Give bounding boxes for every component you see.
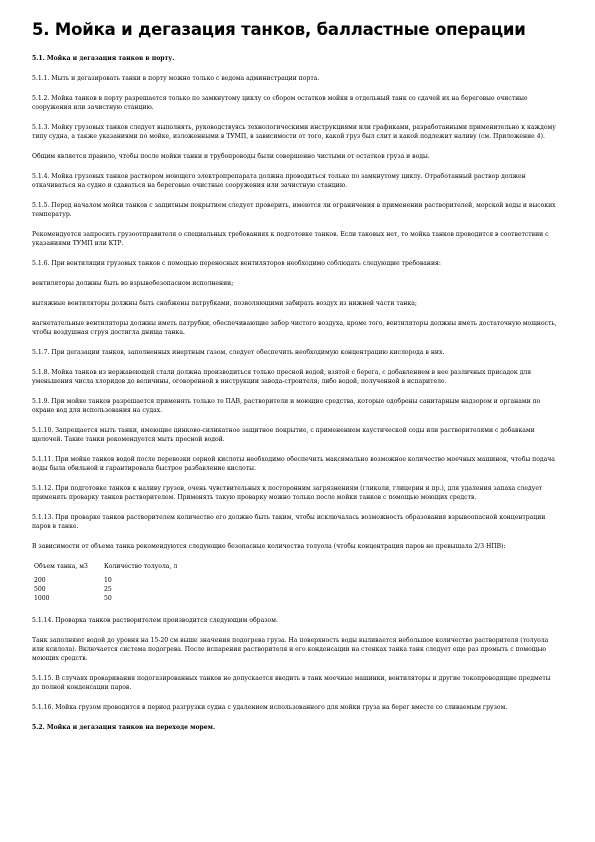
table-cell: 200 — [34, 577, 46, 584]
toluene-table — [34, 562, 177, 603]
table-header-cell: Количество толуола, л — [104, 563, 178, 570]
page-title: 5. Мойка и дегазация танков, балластные операции — [32, 20, 526, 39]
paragraph-5-1-11: 5.1.11. При мойке танков водой после перевозки серной кислоты необходимо обеспечить максимально возможное количество моечных машинок, чтобы подача воды была обильной и гарантировала быстрое разбавление кислоты. — [32, 456, 555, 472]
paragraph-5-1-1: 5.1.1. Мыть и дегазировать танки в порту можно только с ведома администрации порта. — [32, 75, 320, 82]
paragraph-toluene-intro: В зависимости от объема танка рекомендуются следующие безопасные количества толуола (чтобы концентрация паров не превышала 2/3 НПВ): — [32, 543, 506, 550]
paragraph-5-1-5: 5.1.5. Перед началом мойки танков с защитным покрытием следует проверить, имеются ли ограничения в применении растворителей, морской воды и высоких температур. — [32, 202, 556, 218]
table-cell: 50 — [104, 595, 112, 602]
paragraph-supply-fans: нагнетательные вентиляторы должны иметь патрубки, обеспечивающие забор чистого воздуха, кроме того, вентиляторы должны иметь достаточную мощность, чтобы воздушная струя достигла днища танка. — [32, 320, 557, 336]
table-cell: 500 — [34, 586, 46, 593]
paragraph-5-1-6: 5.1.6. При вентиляции грузовых танков с помощью переносных вентиляторов необходимо соблюдать следующие требования: — [32, 260, 441, 267]
paragraph-5-1-3: 5.1.3. Мойку грузовых танков следует выполнять, руководствуясь технологическими инструкциями или графиками, разработанными применительно к каждому типу судна, а также указаниями по мойке, изложенными в ТУМП, в зависимости от того, какой груз был слит и какой подлежит наливу (см. Приложение 4). — [32, 124, 556, 140]
section-heading-5-1: 5.1. Мойка и дегазация танков в порту. — [32, 55, 175, 62]
paragraph-5-1-9: 5.1.9. При мойке танков разрешается применять только те ПАВ, растворители и моющие средства, которые одобрены санитарным надзором и органами по охране вод для использования на судах. — [32, 398, 541, 414]
paragraph-5-1-7: 5.1.7. При дегазации танков, заполненных инертным газом, следует обеспечить необходимую концентрацию кислорода в них. — [32, 349, 445, 356]
table-cell: 1000 — [34, 595, 50, 602]
paragraph-5-1-16: 5.1.16. Мойка грузом проводится в период разгрузки судна с удалением использованного для мойки груза на берег вместе со сливаемым грузом. — [32, 704, 508, 711]
table-header-row — [34, 562, 177, 576]
paragraph-exhaust-fans: вытяжные вентиляторы должны быть снабжены патрубками, позволяющими забирать воздух из нижней части танка; — [32, 300, 417, 307]
table-cell: 10 — [104, 577, 112, 584]
paragraph-5-1-13: 5.1.13. При проварке танков растворителем количество его должно быть таким, чтобы исключалась возможность образования взрывоопасной концентрации паров в танке. — [32, 514, 546, 530]
paragraph-5-1-8: 5.1.8. Мойка танков из нержавеющей стали должна производиться только пресной водой, взятой с берега, с добавлением в нее различных присадок для уменьшения числа хлоридов до величины, оговоренной в инструкции завода-строителя, либо водой, полученной в испарителе. — [32, 369, 532, 385]
paragraph-recommendation: Рекомендуется запросить грузоотправителя о специальных требованиях к подготовке танков. Если таковых нет, то мойка танков проводится в соответствии с указаниями ТУМП или КТР. — [32, 231, 549, 247]
paragraph-5-1-15: 5.1.15. В случаях проваривания подогазированных танков не допускается вводить в танк моечные машинки, вентиляторы и другие токопроводящие предметы до полной конденсации паров. — [32, 675, 551, 691]
table-row — [34, 594, 177, 603]
paragraph-5-1-4: 5.1.4. Мойка грузовых танков раствором моющего электропрепарата должна проводиться только по замкнутому циклу. Отработанный раствор должен откачиваться на судно и сдаваться на береговые очистные сооружения или зачистную станцию. — [32, 173, 526, 189]
table-cell: 25 — [104, 586, 112, 593]
table-row — [34, 576, 177, 585]
paragraph-fans-explosion-proof: вентиляторы должны быть во взрывобезопасном исполнении; — [32, 280, 234, 287]
paragraph-general-rule: Общим является правило, чтобы после мойки танки и трубопроводы были совершенно чистыми от остатков груза и воды. — [32, 153, 430, 160]
table-header-cell: Объем танка, м3 — [34, 563, 88, 570]
table-row — [34, 585, 177, 594]
paragraph-5-1-10: 5.1.10. Запрещается мыть танки, имеющие цинково-силикатное защитное покрытие, с применением каустической соды или растворителями с добавками щелочей. Такие танки рекомендуется мыть пресной водой. — [32, 427, 535, 443]
section-heading-5-2: 5.2. Мойка и дегазация танков на переходе морем. — [32, 724, 216, 731]
paragraph-steaming-procedure: Танк заполняют водой до уровня на 15-20 см выше значения подогрева груза. На поверхность воды выливается небольшое количество растворителя (толуола или ксилола). Включается система подогрева. После испарения растворителя и его конденсации на стенках танка танк следует еще раз промыть с помощью моющих средств. — [32, 637, 549, 662]
paragraph-5-1-12: 5.1.12. При подготовке танков к наливу грузов, очень чувствительных к посторонним загрязнениям (гликоли, глицерин и пр.), для удаления запаха следует применять проварку танков растворителем. Применять такую проварку можно только после мойки танков с помощью моющих средств. — [32, 485, 543, 501]
paragraph-5-1-2: 5.1.2. Мойка танков в порту разрешается только по замкнутому циклу со сбором остатков мойки в отдельный танк со сдачей их на береговые очистные сооружения или зачистную станцию. — [32, 95, 528, 111]
paragraph-5-1-14: 5.1.14. Проварка танков растворителем производится следующим образом. — [32, 617, 278, 624]
